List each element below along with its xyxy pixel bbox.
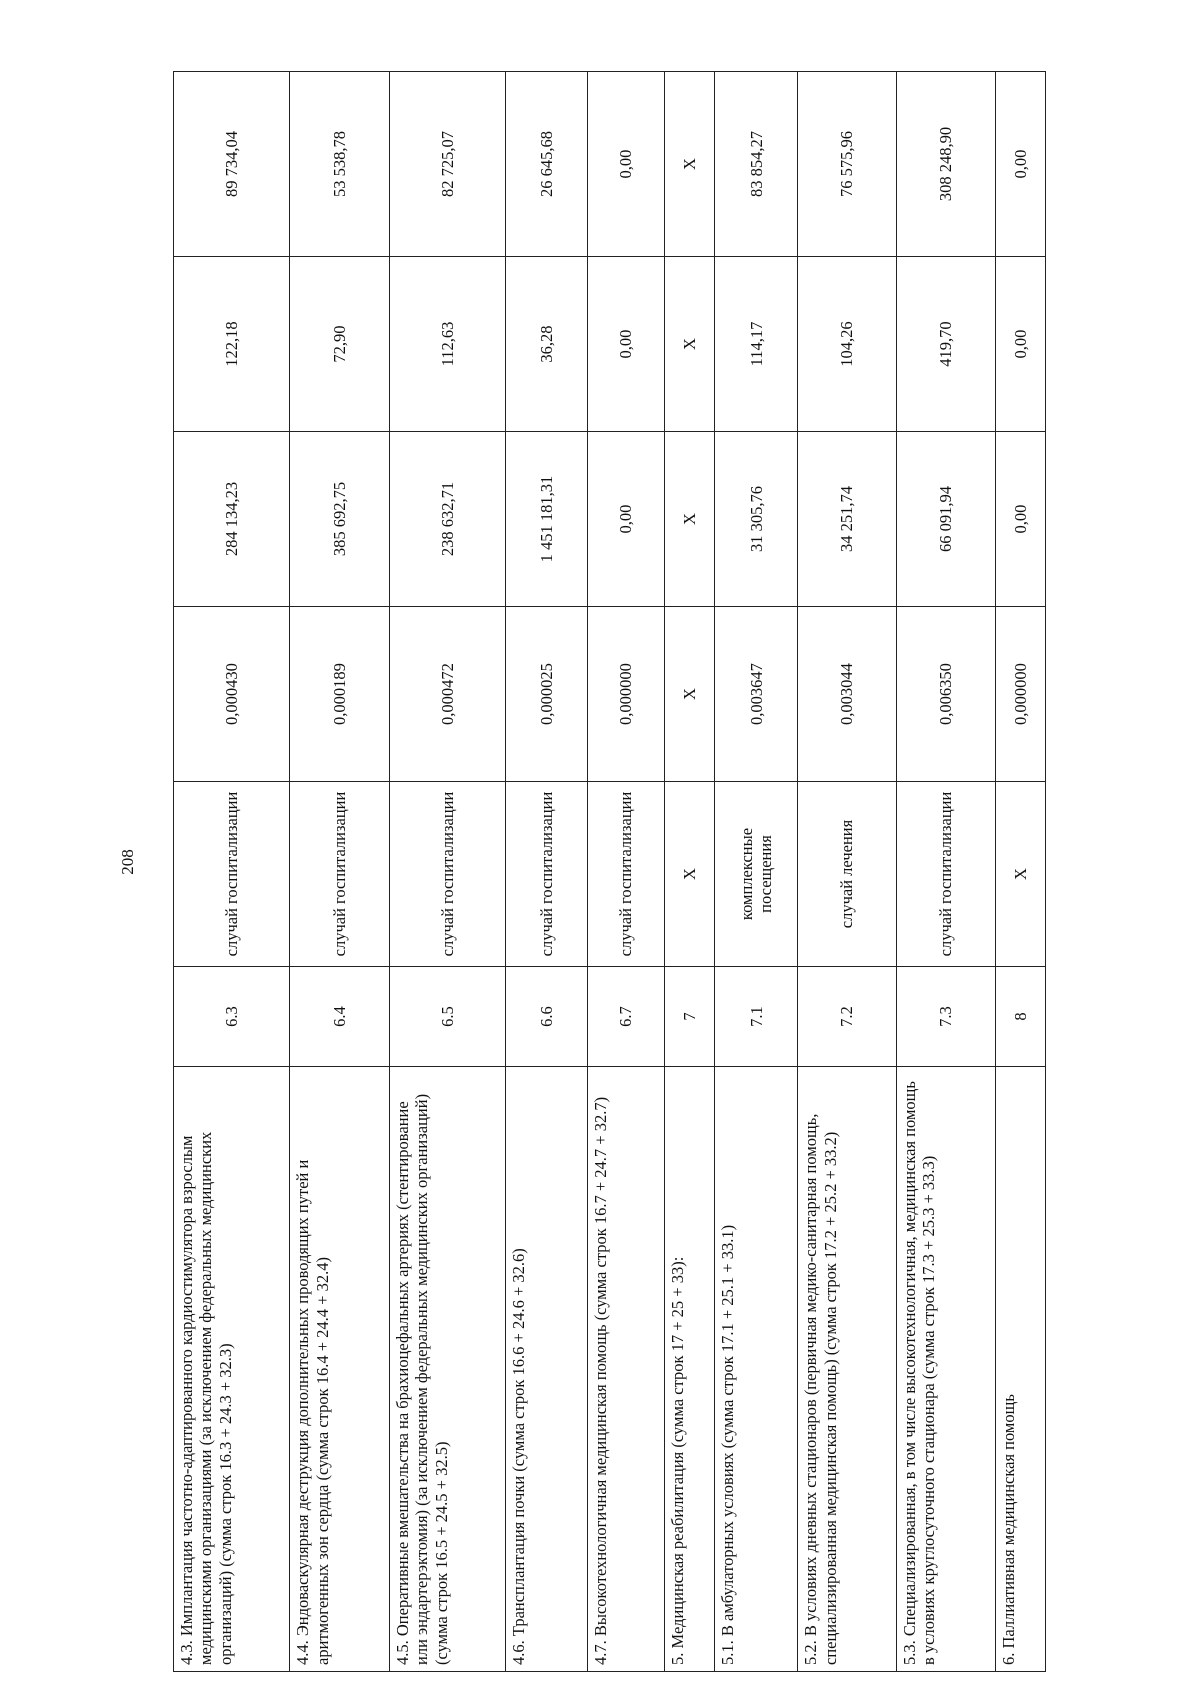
row-name: 4.5. Оперативные вмешательства на брахиоцефальных артериях (стентирование или эндартерэктомия) (за исключением федеральных медицинских организаций) (сумма строк 16.5 + 24.5 + 32.5)	[389, 1067, 505, 1672]
row-value-4: 76 575,96	[798, 72, 897, 257]
table-row	[896, 72, 995, 1672]
row-value-4: 0,00	[588, 72, 665, 257]
row-unit: случай госпитализации	[588, 782, 665, 967]
row-value-2: 34 251,74	[798, 432, 897, 607]
row-value-3: 112,63	[389, 257, 505, 432]
row-value-4: 0,00	[995, 72, 1045, 257]
row-number: 6.6	[505, 967, 587, 1067]
row-name: 5.3. Специализированная, в том числе высокотехнологичная, медицинская помощь в условиях круглосуточного стационара (сумма строк 17.3 + 25.3 + 33.3)	[896, 1067, 995, 1672]
row-value-3: 104,26	[798, 257, 897, 432]
row-value-2: 238 632,71	[389, 432, 505, 607]
row-value-1: 0,000430	[174, 607, 290, 782]
row-name: 5.1. В амбулаторных условиях (сумма строк 17.1 + 25.1 + 33.1)	[715, 1067, 798, 1672]
row-value-1: 0,000025	[505, 607, 587, 782]
row-number: 6.7	[588, 967, 665, 1067]
table-container	[173, 72, 1046, 1672]
row-unit: комплексные посещения	[715, 782, 798, 967]
row-value-4: 83 854,27	[715, 72, 798, 257]
table-row	[664, 72, 714, 1672]
row-value-2: 284 134,23	[174, 432, 290, 607]
row-value-4: 82 725,07	[389, 72, 505, 257]
row-name: 5.2. В условиях дневных стационаров (первичная медико-санитарная помощь, специализированная медицинская помощь) (сумма строк 17.2 + 25.2 + 33.2)	[798, 1067, 897, 1672]
row-value-4: 53 538,78	[290, 72, 390, 257]
row-number: 7	[664, 967, 714, 1067]
row-value-2: 0,00	[588, 432, 665, 607]
row-name: 4.7. Высокотехнологичная медицинская помощь (сумма строк 16.7 + 24.7 + 32.7)	[588, 1067, 665, 1672]
row-value-2: 31 305,76	[715, 432, 798, 607]
row-value-1: 0,003044	[798, 607, 897, 782]
row-unit: случай госпитализации	[290, 782, 390, 967]
table-row	[290, 72, 390, 1672]
row-value-3: 72,90	[290, 257, 390, 432]
row-value-4: 308 248,90	[896, 72, 995, 257]
table-row	[174, 72, 290, 1672]
row-number: 7.3	[896, 967, 995, 1067]
table-row	[715, 72, 798, 1672]
row-value-3: 0,00	[995, 257, 1045, 432]
row-value-3: 36,28	[505, 257, 587, 432]
table-row	[995, 72, 1045, 1672]
row-value-2: 66 091,94	[896, 432, 995, 607]
row-value-2: X	[664, 432, 714, 607]
table-row	[389, 72, 505, 1672]
table-row	[505, 72, 587, 1672]
row-name: 6. Паллиативная медицинская помощь	[995, 1067, 1045, 1672]
row-value-4: X	[664, 72, 714, 257]
row-value-2: 1 451 181,31	[505, 432, 587, 607]
row-value-1: 0,006350	[896, 607, 995, 782]
financing-table	[173, 71, 1046, 1672]
row-value-3: 122,18	[174, 257, 290, 432]
row-name: 4.6. Трансплантация почки (сумма строк 16.6 + 24.6 + 32.6)	[505, 1067, 587, 1672]
row-value-3: 419,70	[896, 257, 995, 432]
row-name: 4.3. Имплантация частотно-адаптированного кардиостимулятора взрослым медицинскими организациями (за исключением федеральных медицинских организаций) (сумма строк 16.3 + 24.3 + 32.3)	[174, 1067, 290, 1672]
row-name: 4.4. Эндоваскулярная деструкция дополнительных проводящих путей и аритмогенных зон сердца (сумма строк 16.4 + 24.4 + 32.4)	[290, 1067, 390, 1672]
row-name: 5. Медицинская реабилитация (сумма строк 17 + 25 + 33):	[664, 1067, 714, 1672]
row-value-1: 0,000000	[995, 607, 1045, 782]
row-number: 6.3	[174, 967, 290, 1067]
row-unit: случай госпитализации	[505, 782, 587, 967]
table-row	[798, 72, 897, 1672]
row-value-1: 0,003647	[715, 607, 798, 782]
row-value-1: 0,000189	[290, 607, 390, 782]
row-value-3: 0,00	[588, 257, 665, 432]
row-value-2: 0,00	[995, 432, 1045, 607]
row-number: 7.1	[715, 967, 798, 1067]
row-unit: случай лечения	[798, 782, 897, 967]
row-unit: случай госпитализации	[896, 782, 995, 967]
row-value-1: 0,000000	[588, 607, 665, 782]
row-number: 7.2	[798, 967, 897, 1067]
row-value-4: 26 645,68	[505, 72, 587, 257]
row-value-1: 0,000472	[389, 607, 505, 782]
row-value-3: X	[664, 257, 714, 432]
row-number: 8	[995, 967, 1045, 1067]
row-number: 6.4	[290, 967, 390, 1067]
row-value-1: X	[664, 607, 714, 782]
row-value-2: 385 692,75	[290, 432, 390, 607]
row-unit: случай госпитализации	[174, 782, 290, 967]
row-unit: случай госпитализации	[389, 782, 505, 967]
table-row	[588, 72, 665, 1672]
row-value-3: 114,17	[715, 257, 798, 432]
row-unit: X	[664, 782, 714, 967]
row-number: 6.5	[389, 967, 505, 1067]
row-unit: X	[995, 782, 1045, 967]
row-value-4: 89 734,04	[174, 72, 290, 257]
page-number: 208	[118, 849, 137, 875]
